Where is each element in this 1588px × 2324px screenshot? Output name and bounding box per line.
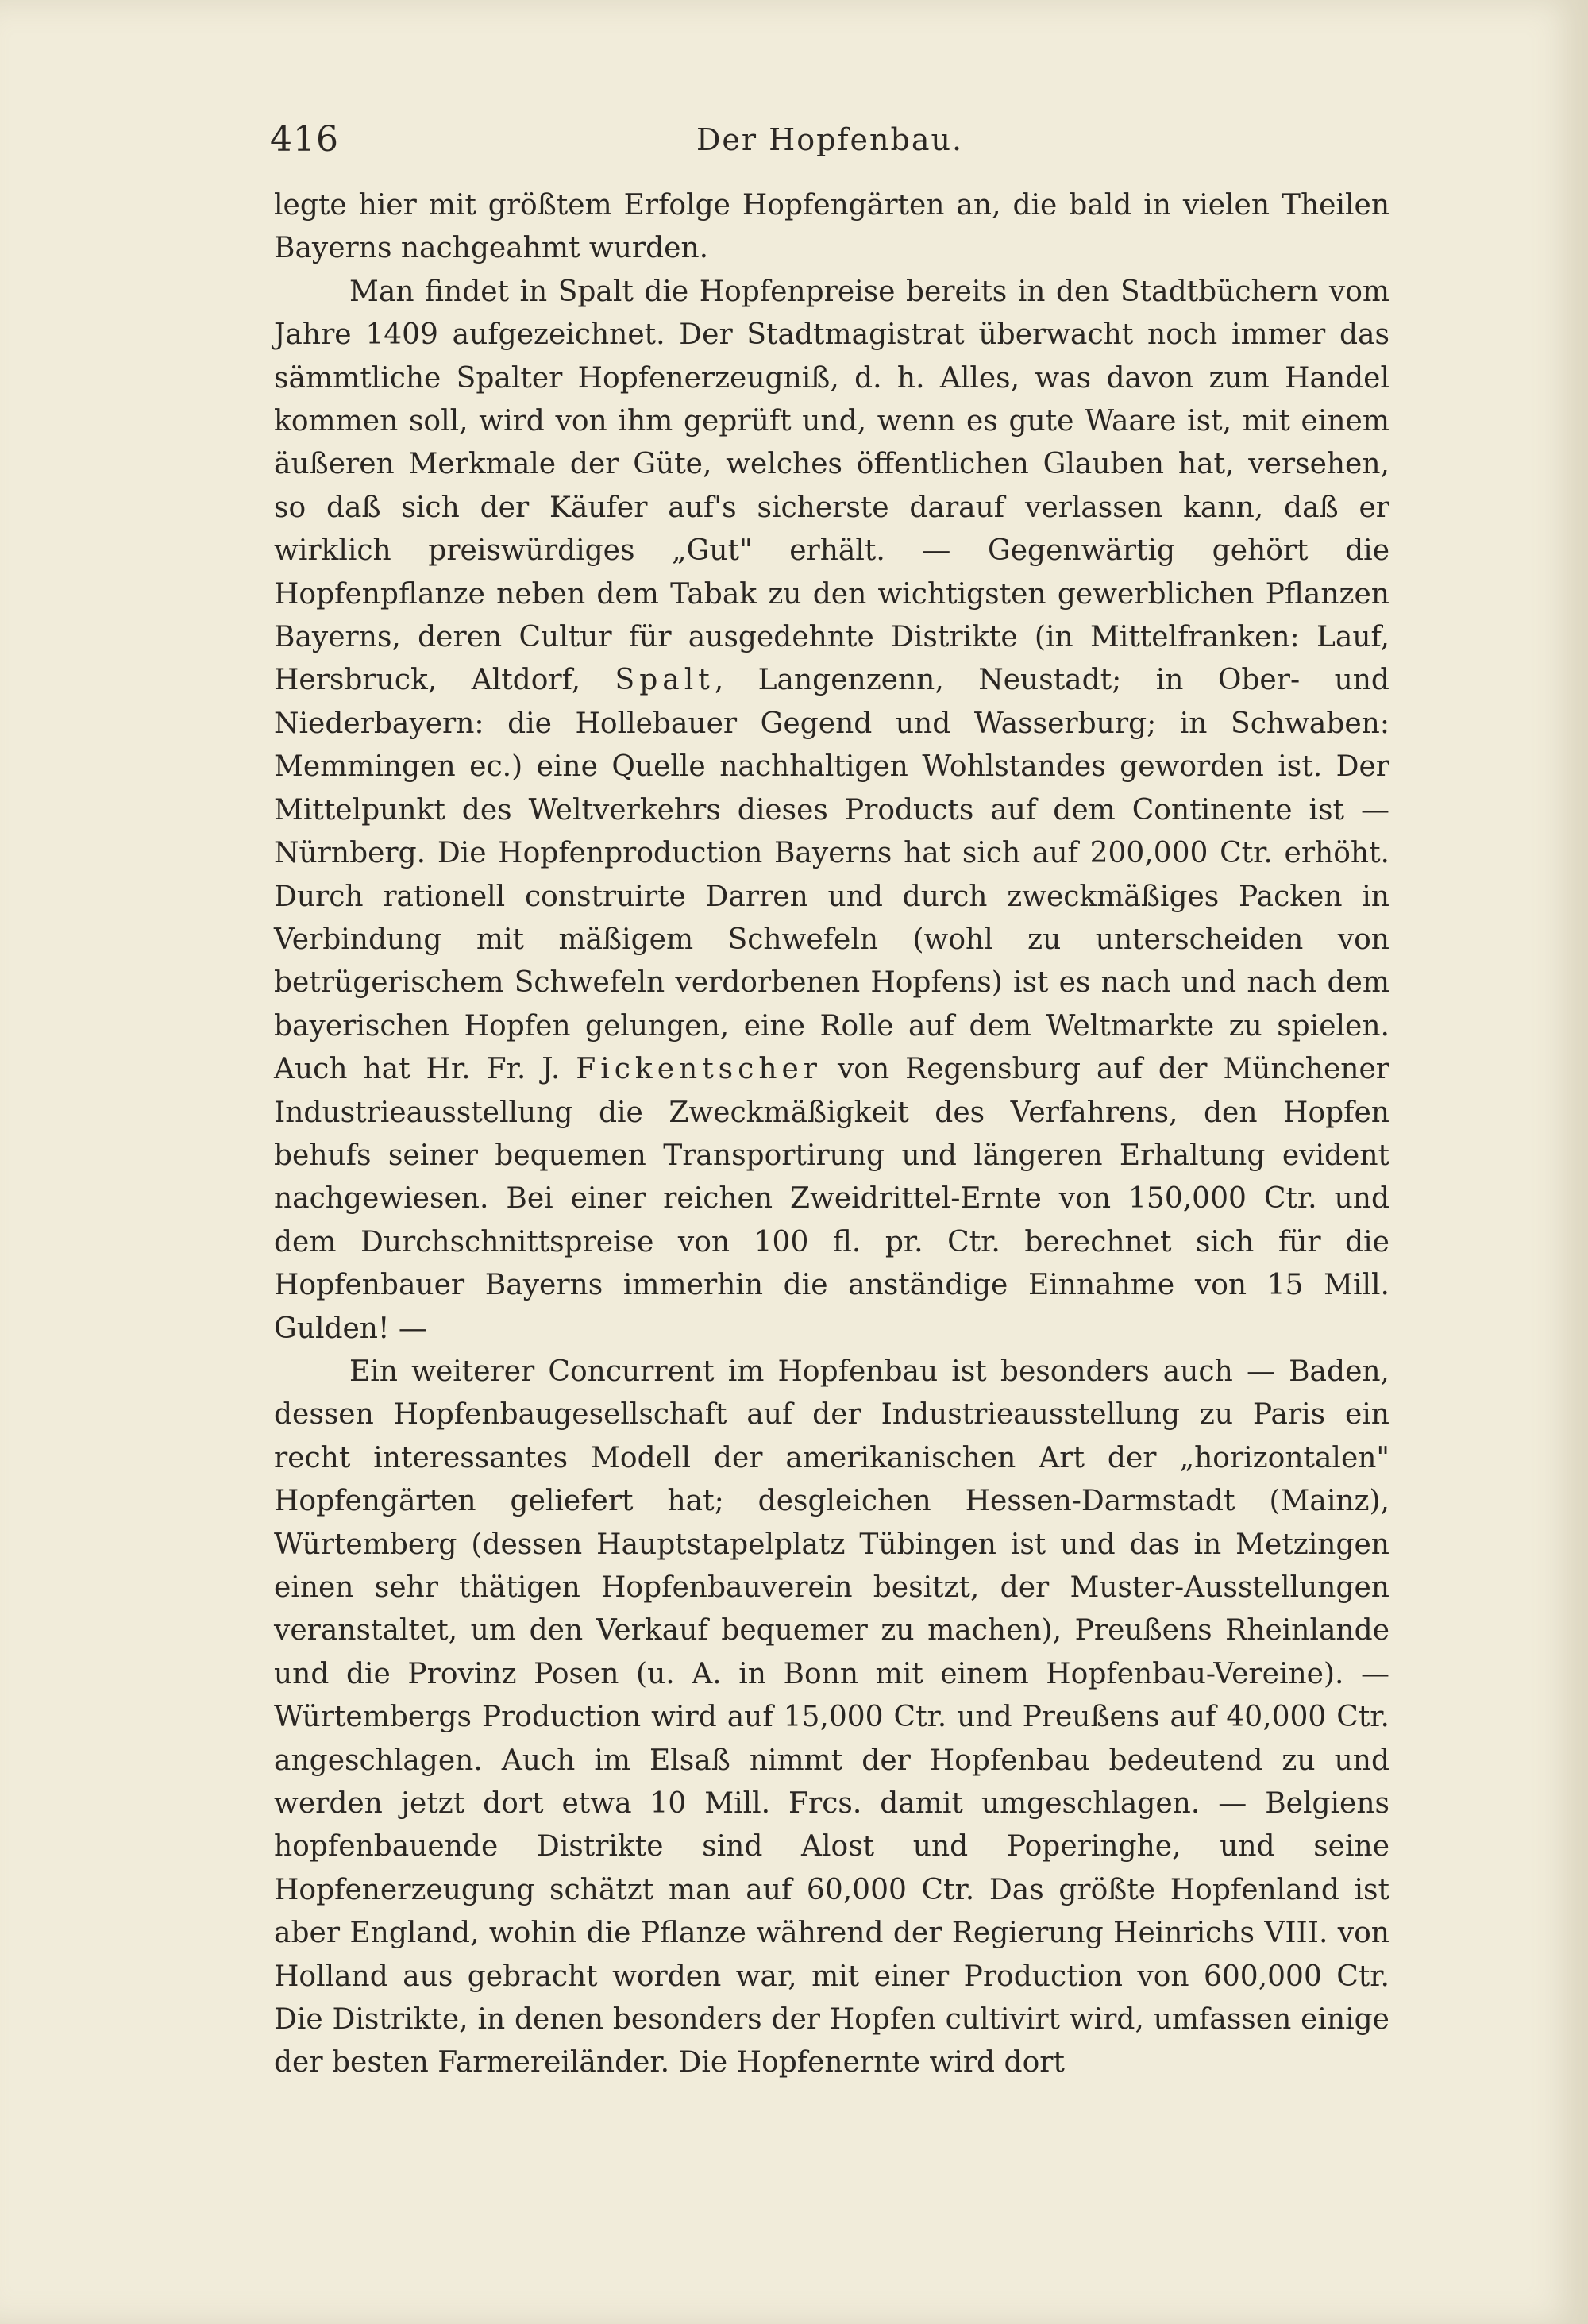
page-number: 416: [270, 119, 339, 160]
spaced-word-spalt: Spalt: [615, 664, 715, 697]
paragraph-2-part-3: von Regensburg auf der Münchener Industrieausstellung die Zweckmäßigkeit des Verfahrens, den Hopfen behufs seiner bequemen Transportirung und längeren Erhaltung evident nachgewiesen. Bei einer reichen Zweidrittel-Ernte von 150,000 Ctr. und dem Durchschnittspreise von 100 fl. pr. Ctr. berechnet sich für die Hopfenbauer Bayerns immerhin die anständige Einnahme von 15 Mill. Gulden! —: [274, 1053, 1390, 1345]
paragraph-2: [274, 271, 1390, 1351]
paragraph-1: legte hier mit größtem Erfolge Hopfengärten an, die bald in vielen Theilen Bayerns nachgeahmt wurden.: [274, 189, 1390, 265]
paragraph-3: Ein weiterer Concurrent im Hopfenbau ist besonders auch — Baden, dessen Hopfenbaugesellschaft auf der Industrieausstellung zu Paris ein recht interessantes Modell der amerikanischen Art der „horizontalen" Hopfengärten geliefert hat; desgleichen Hessen-Darmstadt (Mainz), Würtemberg (dessen Hauptstapelplatz Tübingen ist und das in Metzingen einen sehr thätigen Hopfenbauverein besitzt, der Muster-Ausstellungen veranstaltet, um den Verkauf bequemer zu machen), Preußens Rheinlande und die Provinz Posen (u. A. in Bonn mit einem Hopfenbau-Vereine). — Würtembergs Production wird auf 15,000 Ctr. und Preußens auf 40,000 Ctr. angeschlagen. Auch im Elsaß nimmt der Hopfenbau bedeutend zu und werden jetzt dort etwa 10 Mill. Frcs. damit umgeschlagen. — Belgiens hopfenbauende Distrikte sind Alost und Poperinghe, und seine Hopfenerzeugung schätzt man auf 60,000 Ctr. Das größte Hopfenland ist aber England, wohin die Pflanze während der Regierung Heinrichs VIII. von Holland aus gebracht worden war, mit einer Production von 600,000 Ctr. Die Distrikte, in denen besonders der Hopfen cultivirt wird, umfassen einige der besten Farmereiländer. Die Hopfenernte wird dort: [274, 1355, 1390, 2079]
page-header: [270, 119, 1390, 164]
paragraph-2-part-1: Man findet in Spalt die Hopfenpreise bereits in den Stadtbüchern vom Jahre 1409 aufgezeichnet. Der Stadtmagistrat überwacht noch immer das sämmtliche Spalter Hopfenerzeugniß, d. h. Alles, was davon zum Handel kommen soll, wird von ihm geprüft und, wenn es gute Waare ist, mit einem äußeren Merkmale der Güte, welches öffentlichen Glauben hat, versehen, so daß sich der Käufer auf's sicherste darauf verlassen kann, daß er wirklich preiswürdiges „Gut" erhält. — Gegenwärtig gehört die Hopfenpflanze neben dem Tabak zu den wichtigsten gewerblichen Pflanzen Bayerns, deren Cultur für ausgedehnte Distrikte (in Mittelfranken: Lauf, Hersbruck, Altdorf,: [274, 275, 1390, 697]
body-text: [274, 184, 1390, 2085]
running-title: Der Hopfenbau.: [696, 122, 964, 157]
spaced-name-fickentscher: Fickentscher: [576, 1053, 823, 1086]
paragraph-2-part-2: , Langenzenn, Neustadt; in Ober- und Niederbayern: die Hollebauer Gegend und Wasserburg; in Schwaben: Memmingen ec.) eine Quelle nachhaltigen Wohlstandes geworden ist. Der Mittelpunkt des Weltverkehrs dieses Products auf dem Continente ist — Nürnberg. Die Hopfenproduction Bayerns hat sich auf 200,000 Ctr. erhöht. Durch rationell construirte Darren und durch zweckmäßiges Packen in Verbindung mit mäßigem Schwefeln (wohl zu unterscheiden von betrügerischem Schwefeln verdorbenen Hopfens) ist es nach und nach dem bayerischen Hopfen gelungen, eine Rolle auf dem Weltmarkte zu spielen. Auch hat Hr. Fr. J.: [274, 664, 1390, 1086]
